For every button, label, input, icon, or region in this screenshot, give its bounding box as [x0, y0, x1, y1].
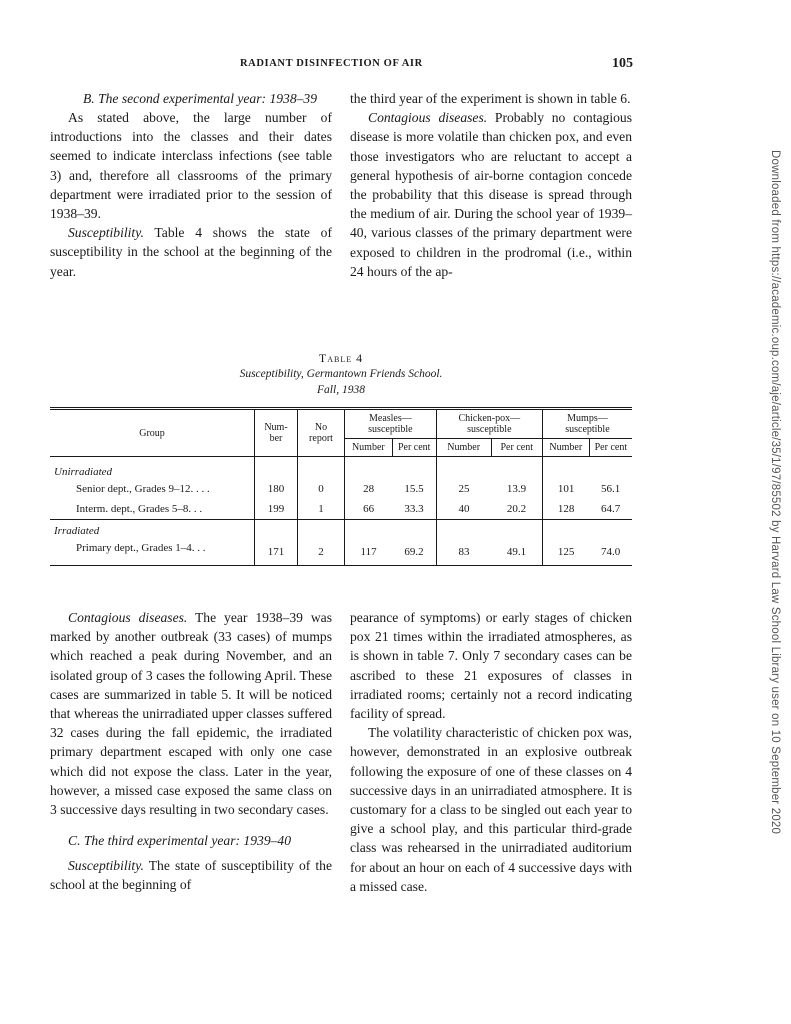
cell-mumps-number: 101 — [557, 483, 575, 495]
subheader-number: Number — [542, 439, 589, 457]
paragraph — [50, 223, 332, 281]
cell-chickenpox-percent: 20.2 — [491, 499, 542, 520]
table-row — [50, 538, 632, 566]
subheader-number: Number — [436, 439, 491, 457]
paragraph — [50, 856, 332, 894]
top-left-column — [50, 89, 332, 281]
bottom-left-column — [50, 608, 332, 895]
cell-measles-percent: 69.2 — [392, 538, 436, 566]
paragraph-text: Table 4 shows the state of susceptibility in the school at the beginning of the year. — [50, 225, 332, 279]
download-watermark: Downloaded from https://academic.oup.com/aje/article/35/1/97/85502 by Harvard Law School Library user on 10 September 2020 — [769, 150, 781, 835]
paragraph: The volatility characteristic of chicken pox was, however, demonstrated in an explosive outbreak following the exposure of one of these classes on 4 successive days in an unirradiated atmosphere. It is customary for a class to be singled out each year to give a school play, and this particular third-grade class was rehearsed in the unirradiated auditorium for about an hour on each of 4 successive days with a missed case. — [350, 725, 632, 894]
column-header-group: Group — [50, 409, 255, 457]
paragraph-text: The year 1938–39 was marked by another outbreak (33 cases) of mumps which reached a peak during November, and an isolated group of 3 cases the following April. These cases are summarized in table 5. It will be noticed that whereas the unirradiated upper classes suffered 32 cases during the fall epidemic, the irradiated primary department escaped with only one case which did not expose the class. Later in the year, however, a missed case exposed the same class on 3 successive days resulting in two secondary cases. — [50, 610, 333, 818]
cell-measles-number: 117 — [360, 545, 377, 558]
cell-number: 180 — [255, 479, 298, 499]
cell-no-report: 2 — [298, 538, 345, 566]
cell-number: 171 — [255, 538, 298, 566]
table-row — [50, 499, 632, 520]
cell-chickenpox-number: 83 — [458, 545, 470, 558]
cell-number: 199 — [255, 499, 298, 520]
column-header-mumps: Mumps— susceptible — [542, 409, 632, 439]
run-in-heading: Contagious diseases. — [368, 110, 488, 126]
table-title: Susceptibility, Germantown Friends School. — [239, 368, 443, 380]
cell-chickenpox-percent: 13.9 — [491, 479, 542, 499]
cell-mumps-number: 128 — [557, 503, 575, 515]
cell-measles-percent: 15.5 — [392, 479, 436, 499]
cell-mumps-number: 125 — [557, 545, 575, 558]
subheader-number: Number — [345, 439, 393, 457]
paragraph-text: Probably no contagious disease is more volatile than chicken pox, and even those investigators who are reluctant to accept a general hypothesis of air-borne contagion concede the probability that this disease is spread through the medium of air. During the school year of 1939–40, various classes of the primary department were exposed to children in the prodromal (i.e., within 24 hours of the ap- — [350, 110, 632, 279]
paragraph — [350, 108, 632, 281]
top-right-column — [350, 89, 632, 281]
section-heading-third-year: C. The third experimental year: 1939–40 — [68, 833, 292, 849]
table-label: Table 4 — [318, 351, 364, 365]
cell-mumps-percent: 56.1 — [600, 483, 621, 495]
page-number: 105 — [612, 56, 633, 71]
table-section-row — [50, 457, 632, 480]
section-heading-second-year: B. The second experimental year: 1938–39 — [82, 91, 318, 106]
column-header-number: Num- ber — [255, 409, 298, 457]
cell-measles-number: 66 — [363, 503, 375, 515]
cell-measles-percent: 33.3 — [392, 499, 436, 520]
run-in-heading: Contagious diseases. — [68, 610, 188, 625]
subheader-percent: Per cent — [589, 439, 632, 457]
susceptibility-table — [50, 407, 632, 566]
subheader-percent: Per cent — [392, 439, 436, 457]
cell-mumps-percent: 74.0 — [600, 545, 621, 558]
paragraph: pearance of symptoms) or early stages of chicken pox 21 times within the irradiated atmospheres, as is shown in table 7. Only 7 secondary cases can be ascribed to these 21 exposures of classes in irradiated rooms; certainly not a record indicating facility of spread. — [350, 610, 632, 722]
paragraph — [50, 608, 332, 819]
run-in-heading: Susceptibility. — [68, 225, 144, 241]
cell-measles-number: 28 — [363, 483, 375, 495]
bottom-right-column — [350, 608, 632, 896]
cell-no-report: 1 — [298, 499, 345, 520]
table-section-row — [50, 520, 632, 539]
cell-chickenpox-number: 40 — [458, 503, 470, 515]
table-subtitle: Fall, 1938 — [317, 384, 365, 396]
paragraph-text: The state of susceptibility of the school at the beginning of — [50, 858, 332, 893]
row-label: Interm. dept., Grades 5–8. . . — [50, 499, 255, 520]
row-label: Senior dept., Grades 9–12. . . . — [50, 479, 255, 499]
subheader-percent: Per cent — [491, 439, 542, 457]
section-label-irradiated: Irradiated — [50, 520, 255, 539]
column-header-no-report: No report — [298, 409, 345, 457]
running-head: RADIANT DISINFECTION OF AIR — [240, 58, 423, 69]
column-header-chickenpox: Chicken-pox— susceptible — [436, 409, 542, 439]
section-label-unirradiated: Unirradiated — [50, 457, 255, 480]
table-caption — [50, 350, 632, 398]
cell-no-report: 0 — [298, 479, 345, 499]
cell-chickenpox-percent: 49.1 — [491, 538, 542, 566]
row-label: Primary dept., Grades 1–4. . . — [50, 538, 255, 566]
table-row — [50, 479, 632, 499]
column-header-measles: Measles— susceptible — [345, 409, 437, 439]
paragraph: the third year of the experiment is shown in table 6. — [350, 91, 631, 106]
run-in-heading: Susceptibility. — [68, 858, 144, 874]
cell-mumps-percent: 64.7 — [600, 503, 621, 515]
cell-chickenpox-number: 25 — [458, 483, 470, 495]
paragraph: As stated above, the large number of introductions into the classes and their dates seemed to indicate interclass infections (see table 3) and, therefore all classrooms of the primary department were irradiated prior to the session of 1938–39. — [50, 110, 332, 222]
